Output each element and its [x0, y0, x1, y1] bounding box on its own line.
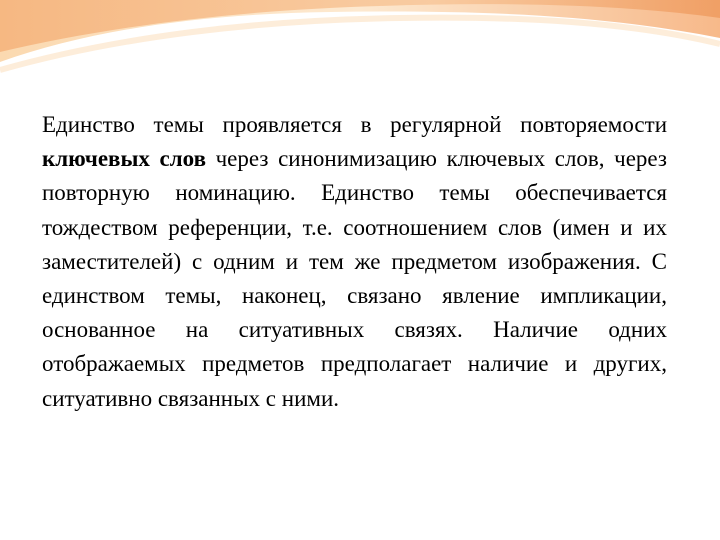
top-wave-decoration — [0, 0, 720, 80]
paragraph-text-rest: через синонимизацию ключевых слов, через повторную номинацию. Единство темы обеспечивается тождеством референции, т.е. соотношением слов (имен и их заместителей) с одним и тем же предметом изображения. С единством темы, наконец, связано явление импликации, основанное на ситуативных связях. Наличие одних отображаемых предметов предполагает наличие и других, ситуативно связанных с ними. — [42, 146, 668, 411]
paragraph-keywords-bold: ключевых слов — [42, 146, 206, 172]
body-paragraph — [42, 108, 667, 416]
paragraph-text-start: Единство темы проявляется в регулярной повторяемости — [42, 112, 667, 137]
